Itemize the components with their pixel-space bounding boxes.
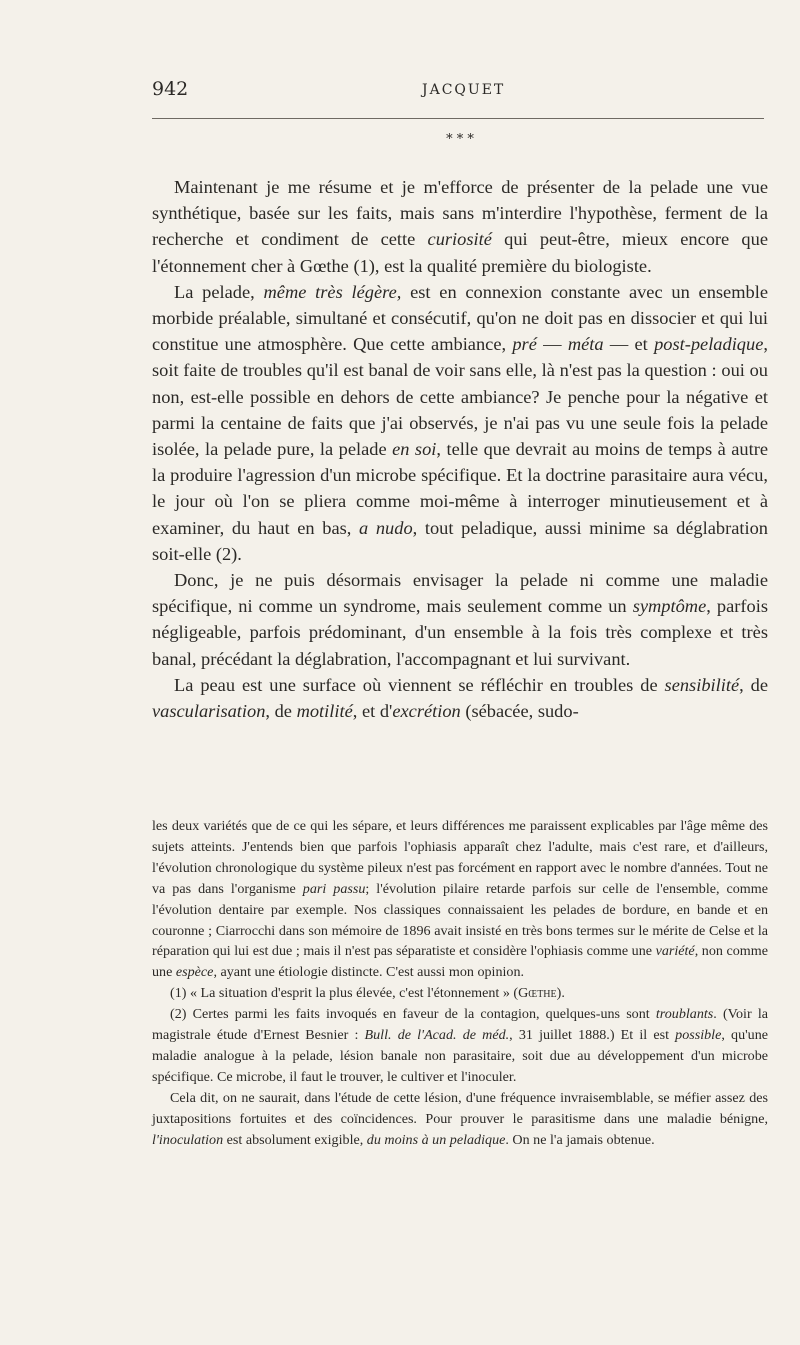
running-head: JACQUET [422, 82, 506, 98]
footnote-1: (1) « La situation d'esprit la plus élevée, c'est l'étonnement » (Gœthe). [170, 985, 565, 1002]
footnote-2: (2) Certes parmi les faits invoqués en faveur de la contagion, quelques-uns sont troublants. (Voir la magistrale étude d'Ernest Besnier : Bull. de l'Acad. de méd., 31 juillet 1888.) Et il est possible, qu'une maladie analogue à la pelade, lésion banale non parasitaire, soit due au développement d'un microbe spécifique. Ce microbe, il faut le trouver, le cultiver et l'inoculer. [152, 1006, 768, 1085]
main-text [152, 174, 768, 724]
paragraph-4: La peau est une surface où viennent se réfléchir en troubles de sensibilité, de vascularisation, de motilité, et d'excrétion (sébacée, sudo- [152, 674, 768, 722]
asterism-ornament [440, 134, 480, 146]
paragraph-3: Donc, je ne puis désormais envisager la pelade ni comme une maladie spécifique, ni comme un syndrome, mais seulement comme un symptôme, parfois négligeable, parfois prédominant, d'un ensemble à la fois très complexe et très banal, précédant la déglabration, l'accompagnant et lui survivant. [152, 570, 768, 669]
asterism-text: * * * [446, 132, 474, 147]
footnote-continued: les deux variétés que de ce qui les sépare, et leurs différences me paraissent explicables par l'âge même des sujets atteints. J'entends bien que parfois l'ophiasis apparaît chez l'adulte, mais c'est rare, et d'ailleurs, l'évolution chronologique du système pileux n'est pas forcément en rapport avec le nombre d'années. Tout ne va pas dans l'organisme pari passu; l'évolution pilaire retarde parfois sur celle de l'ensemble, comme l'évolution dentaire par exemple. Nos classiques connaissaient les pelades de bordure, en bande et en couronne ; Ciarrocchi dans son mémoire de 1896 avait insisté en très bons termes sur le mérite de Celse et la réparation qui lui est due ; mais il n'est pas séparatiste et considère l'ophiasis comme une variété, non comme une espèce, ayant une étiologie distincte. C'est aussi mon opinion. [152, 818, 768, 981]
header-rule [152, 118, 764, 119]
paragraph-2: La pelade, même très légère, est en connexion constante avec un ensemble morbide préalable, simultané et consécutif, qu'on ne doit pas en dissocier et qui lui constitue une atmosphère. Que cette ambiance, pré — méta — et post-peladique, soit faite de troubles qu'il est banal de voir sans elle, là n'est pas la question : oui ou non, est-elle possible en dehors de cette ambiance? Je penche pour la négative et parmi la centaine de faits que j'ai observés, je n'ai pas vu une seule fois la pelade isolée, la pelade pure, la pelade en soi, telle que devrait au moins de temps à autre la produire l'agression d'un microbe spécifique. Et la doctrine parasitaire aura vécu, le jour où l'on se pliera comme moi-même à interroger minutieusement et à examiner, du haut en bas, a nudo, tout peladique, aussi minime sa déglabration soit-elle (2). [152, 281, 768, 564]
footnotes [152, 816, 768, 1151]
page-number: 942 [152, 78, 189, 100]
page-header [152, 78, 788, 102]
footnote-2-continued: Cela dit, on ne saurait, dans l'étude de cette lésion, d'une fréquence invraisemblable, se méfier assez des juxtapositions fortuites et des coïncidences. Pour prouver le parasitisme dans une maladie bénigne, l'inoculation est absolument exigible, du moins à un peladique. On ne l'a jamais obtenue. [152, 1089, 768, 1148]
paragraph-1: Maintenant je me résume et je m'efforce de présenter de la pelade une vue synthétique, basée sur les faits, mais sans m'interdire l'hypothèse, ferment de la recherche et condiment de cette curiosité qui peut-être, mieux encore que l'étonnement cher à Gœthe (1), est la qualité première du biologiste. [152, 177, 768, 276]
